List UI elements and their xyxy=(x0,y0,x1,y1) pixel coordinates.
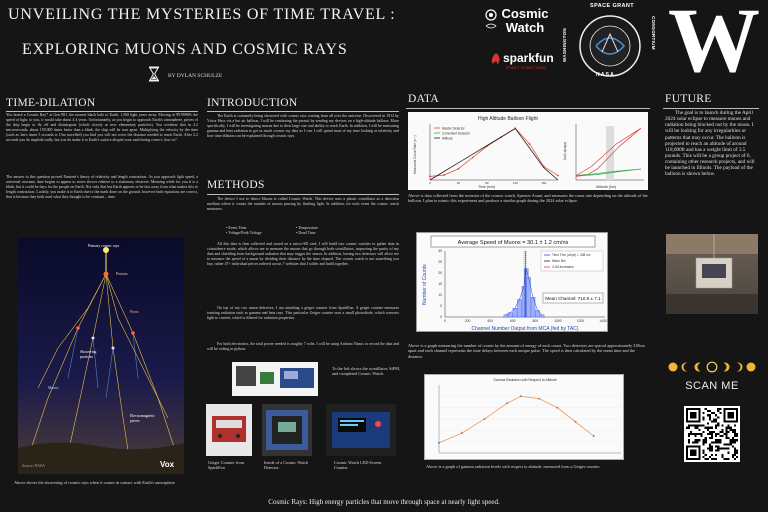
chart2-x-tick: 800 xyxy=(532,319,539,323)
figure-credit: Source: NASA xyxy=(22,464,45,468)
section-divider xyxy=(6,111,198,112)
chart2-y-tick: 15 xyxy=(438,282,442,287)
chart2-bar xyxy=(531,297,535,317)
bullet-temperature: • Temperature xyxy=(296,226,318,230)
muon-speed-chart xyxy=(416,232,608,332)
time-dilation-para2: The answer to this question proved Einstein's theory of relativity and length contraction. As you approach light speed, a universal constant, time begins to appear to move slower relative to a stationary observer. Meaning while for you it is a blink, but it could be days for the people on Earth. Not only that but Earth appears to be fast away from what makes this to length contraction. Luckily, you make it to Earth due to the math done on the ground, however both equations are correct, that is because they both used what they thought to be constant... time. xyxy=(6,175,198,199)
chart2-x-tick: 600 xyxy=(509,319,516,323)
gamma-altitude-chart xyxy=(424,374,624,460)
methods-heading: METHODS xyxy=(207,179,265,191)
byline: BY DYLAN SCHULZE xyxy=(168,73,223,79)
bullet-voltage: • Voltage/Peak Voltage xyxy=(226,231,262,235)
chart2-bar xyxy=(540,315,544,317)
chart2-legend-sd: 2-Sd Increases xyxy=(552,265,574,270)
chart1-legend-altitude: Altitude xyxy=(442,136,453,141)
chart3-fit-line xyxy=(439,396,594,443)
chart2-y-tick: 0 xyxy=(440,315,442,320)
sparkfun-flame-icon xyxy=(490,52,502,66)
washington-label: WASHINGTON xyxy=(562,28,567,62)
chart1-ylabel: Measured Count Rate (s⁻¹) xyxy=(413,135,417,174)
chart2-ylabel: Number of Counts xyxy=(422,264,428,305)
figure-label-electromagnetic: Electromagnetic pieces xyxy=(130,414,155,423)
sparkfun-tagline: START SOMETHING xyxy=(506,66,547,70)
chart2-y-tick: 10 xyxy=(438,293,442,298)
qr-code[interactable] xyxy=(684,406,740,462)
future-text: The goal is to launch during the April 2024 solar eclipse to measure muons and radiation being blocked out by the moon. I will be looking for any irregularities or patterns that may occur. The balloon is projected to reach an altitude of around 118,000ft and has a weight limit of 3.5 pounds. This will be a group project of 6, containing other research projects, and will be launched in Illinois. The payload of the balloon is shown below. xyxy=(665,110,755,178)
chart1-title: High Altitude Balloon Flight xyxy=(478,116,538,122)
chart2-x-tick: 1400 xyxy=(599,319,607,323)
chart3-title: Gamma Radiation with Respect to Altitude xyxy=(493,378,557,382)
eclipse-phases-strip xyxy=(666,360,758,374)
chart1-x-tick: 0 xyxy=(429,181,431,185)
cosmic-rays-definition: Cosmic Rays: High energy particles that move through space at nearly light speed. xyxy=(268,498,500,506)
nasa-label: N A S A xyxy=(596,72,614,78)
qr-code-icon xyxy=(686,408,738,460)
section-divider xyxy=(663,108,759,109)
chart3-caption: Above is a graph of gamma radiation levels with respect to altitude, measured from a Geiger counter. xyxy=(426,464,600,469)
chart2-title: Average Speed of Muons = 30.1 ± 1.2 cm/ns xyxy=(457,239,569,246)
components-photo-caption: To the left shows the scintillator, SiPM, and completed Cosmic Watch. xyxy=(332,366,401,377)
chart1-x-tick: 120 xyxy=(512,181,518,185)
cosmic-watch-led-photo xyxy=(326,404,396,456)
chart2-legend-mean: Mean Bin xyxy=(552,259,566,264)
chart2-bar xyxy=(536,310,540,317)
balloon-payload-photo xyxy=(666,234,758,314)
cosmic-watch-inside-photo xyxy=(262,404,312,456)
chart1-legend-coincident: Coincident Detector xyxy=(442,131,470,136)
chart2-x-tick: 200 xyxy=(464,319,471,323)
chart1-x-tick: 160 xyxy=(541,181,547,185)
chart1-legend-master: Master Detector xyxy=(442,126,465,131)
bullet-dead-time: • Dead Time xyxy=(296,231,316,235)
chart2-legend xyxy=(541,251,603,271)
chart2-caption: Above is a graph measuring the number of counts by the amount of energy of each count. Two detectors are spaced approximately 338cm apart and each channel represents the time delays between each unique pulse. The speed is then calculated by the mean time and the distance. xyxy=(408,343,645,359)
space-grant-label: SPACE GRANT xyxy=(590,3,635,9)
chart2-legend-trim: Time Trim (u/u)e) = 338 cm xyxy=(552,253,591,258)
poster-title-line1: UNVEILING THE MYSTERIES OF TIME TRAVEL : xyxy=(8,6,396,23)
chart1-y2label: Altitude (km) xyxy=(563,142,567,160)
data-heading: DATA xyxy=(408,93,439,105)
methods-bullets-left xyxy=(226,226,286,236)
chart1-legend xyxy=(434,126,471,140)
chart2-y-tick: 25 xyxy=(438,260,442,265)
figure-label-showering: Showering particles xyxy=(80,350,97,359)
geiger-counter-caption: Geiger Counter from SparkFun xyxy=(208,460,245,471)
chart1-side-xlabel: Altitude (km) xyxy=(596,185,617,189)
section-divider xyxy=(406,108,650,109)
cosmic-watch-word-2: Watch xyxy=(505,19,545,35)
figure-label-pions: Pions xyxy=(130,310,139,314)
figure-label-muons: Muons xyxy=(48,386,59,390)
methods-para2: All this data is then collected and stored on a micro-SD card. I will build two cosmic watches to gather data in coincidence mode, which allows me to measure the muons that go through both scintillators, improving the purity of my data and shielding from background radiation that may trigger the sensor. In addition, having two detectors will allow me to measure the speed of a muon by dividing their distance by the time elapsed. The cosmic watch is not something you buy, rather 47+ individual pieces ordered across 7 websites that I solder and build together. xyxy=(207,242,399,266)
methods-intro: The device I use to detect Muons is called Cosmic Watch. This device uses a plastic scintillator as a detection medium where it counts the number of muons passing by flashing light. In addition, for each event the cosmic watch measures: xyxy=(207,197,399,211)
cosmic-watch-led-caption: Cosmic Watch LED Screen Counter xyxy=(334,460,382,471)
methods-para4: For both electronics, the total power needed is roughly 7 volts. I will be using Arduino Nanos to record the data and will be coding in python. xyxy=(207,342,399,351)
chart2-xlabel: Channel Number Output from MCA (fed by TAC) xyxy=(471,326,579,332)
chart2-bar xyxy=(504,315,508,317)
methods-bullets-right xyxy=(296,226,356,236)
cosmic-watch-inside-caption: Inside of a Cosmic Watch Detector xyxy=(264,460,309,471)
figure-label-primary: Primary cosmic rays xyxy=(88,244,120,248)
bullet-event-time: • Event Time xyxy=(226,226,247,230)
cosmic-watch-word-1: Cosmic xyxy=(501,6,549,21)
vox-logo: Vox xyxy=(160,460,175,469)
introduction-text: The Earth is constantly being showered with cosmic rays coming from all over the universe. Discovered in 1912 by Victor Hess via a hot air balloon, I will be continuing the pursuit by sending my devices on a high-altitude balloon. More specifically, I will be investigating muons due to their large size and ability to reach Earth. In addition, I will be measuring gamma and beta radiation to get as much cosmic ray data as I can. I will spend most of my time looking at relativity and how time dilation can be explained through cosmic rays. xyxy=(207,114,399,138)
future-heading: FUTURE xyxy=(665,93,712,105)
cosmic-watch-components-photo xyxy=(232,362,318,396)
chart1-x-tick: 40 xyxy=(456,181,461,185)
introduction-heading: INTRODUCTION xyxy=(207,97,298,109)
chart2-y-tick: 20 xyxy=(438,271,442,276)
sparkfun-wordmark: sparkfun xyxy=(503,51,554,65)
chart2-x-tick: 1000 xyxy=(554,319,562,323)
chart2-x-tick: 1200 xyxy=(576,319,585,323)
chart1-xlabel: Time (min) xyxy=(478,185,496,189)
chart1-x-tick: 80 xyxy=(485,181,489,185)
chart2-x-tick: 400 xyxy=(487,319,493,323)
methods-para3: On top of my two muon detectors, I am attaching a geiger counter from SparkFun. A geiger counter measures ionizing radiation such as gamma and beta rays. This particular Geiger counter uses a small photodiode, which converts light to current, which is filtered for radiation properties. xyxy=(207,306,399,320)
time-dilation-heading: TIME-DILATION xyxy=(6,97,96,109)
scan-me-label: SCAN ME xyxy=(685,380,739,392)
figure-label-protons: Protons xyxy=(116,272,128,276)
chart1-caption: Above is data collected from the inventor of the cosmic watch, Spencer Axani, and measures the count rate depending on the altitude of the balloon. I plan to mimic this experiment and produce a similar graph during the 2024 solar eclipse. xyxy=(408,193,648,204)
chart2-x-tick: 0 xyxy=(444,319,446,323)
balloon-flight-chart xyxy=(408,112,648,190)
hourglass-icon xyxy=(148,66,160,82)
geiger-counter-photo xyxy=(206,404,252,456)
cosmic-ray-shower-figure xyxy=(18,238,184,474)
time-dilation-para1: You board a Cosmic Ray* at Gen 881, the nearest black hole to Earth, 1,560 light years away. Moving at 99.9996% the speed of light, to you, it would take about 4.4 years. Unfortunately, as you begin to approach Earth's atmosphere, pieces of the ship begin to fly off and disintegrate (which closely as new elementary particles). You overhear that in 2.2 microseconds, about 159,000 times faster than a blink, the ship will be torn apart. Multiplying the velocity by the time (such as 3m/s times 5 seconds is 15m travelled) you find you will not cover the distance needed to reach Earth. After 2.2 seconds you do implode sadly, but you do make it to Earth's surface despite your earth being correct, how so? xyxy=(6,113,198,142)
poster-title-line2: EXPLORING MUONS AND COSMIC RAYS xyxy=(22,41,348,58)
consortium-label: CONSORTIUM xyxy=(651,16,656,50)
chart2-annotation: Mean Channel: 710.9 ± 7.1 xyxy=(545,296,601,301)
chart2-y-tick: 5 xyxy=(440,304,442,309)
eclipse-phases-icon xyxy=(666,360,758,374)
cosmic-watch-wordmark xyxy=(498,7,552,34)
section-divider xyxy=(207,111,399,112)
uw-logo: W xyxy=(668,0,760,91)
shower-figure-caption: Above shows the showering of cosmic rays when it comes in contact with Earth's atmosphere xyxy=(14,480,175,485)
chart2-y-tick: 30 xyxy=(438,249,442,254)
section-divider xyxy=(207,194,399,195)
